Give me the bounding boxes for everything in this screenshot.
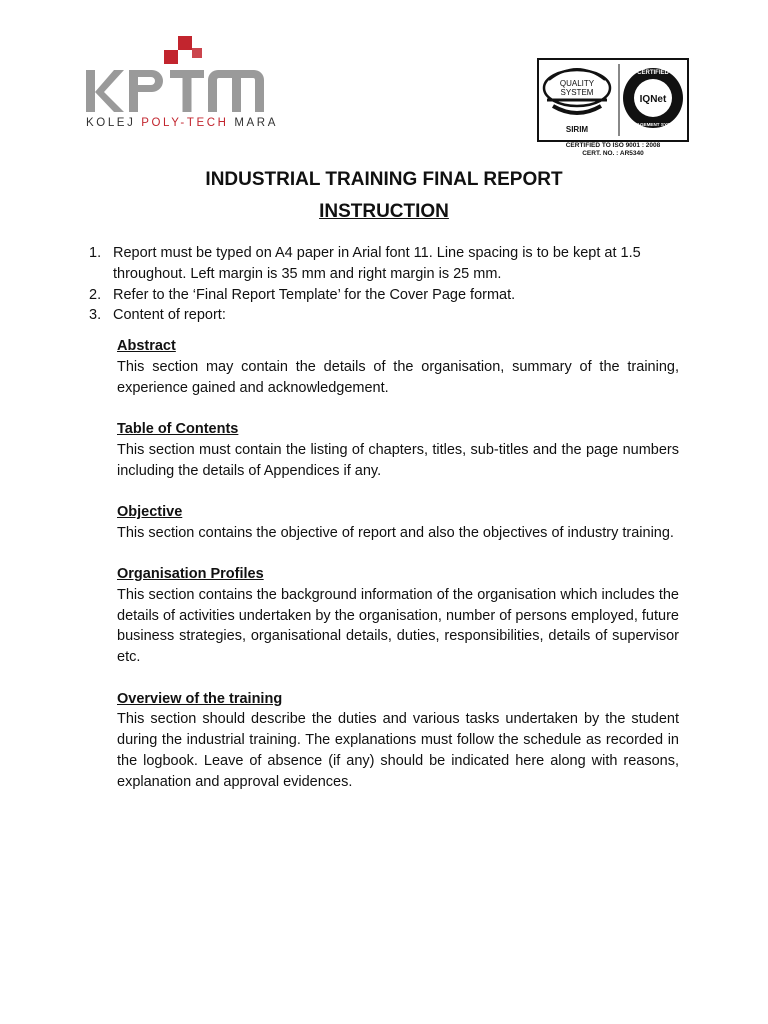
report-title: INDUSTRIAL TRAINING FINAL REPORT <box>205 169 563 190</box>
section-heading: Table of Contents <box>117 421 239 438</box>
ring-bottom-label: MANAGEMENT SYSTEM <box>626 122 680 127</box>
list-item <box>89 305 679 326</box>
section-text: This section may contain the details of the organisation, summary of the training, experience gained and acknowledgement. <box>117 358 679 396</box>
list-text: Content of report: <box>113 307 226 324</box>
list-number: 2. <box>89 286 102 303</box>
ring-top-label: CERTIFIED <box>637 70 669 76</box>
sirim-label: SIRIM <box>565 125 589 134</box>
quality-label-2: SYSTEM <box>560 88 594 97</box>
cert-number-line: CERT. NO. : AR5340 <box>582 150 644 157</box>
list-number: 1. <box>89 245 102 261</box>
certification-caption <box>537 142 689 158</box>
section-text: This section contains the objective of report and also the objectives of industry training. <box>117 524 674 541</box>
list-item <box>89 243 679 285</box>
quality-label-1: QUALITY <box>559 79 595 88</box>
iqnet-label: IQNet <box>639 94 667 105</box>
instructions-body <box>89 243 679 813</box>
list-text: Report must be typed on A4 paper in Arial font 11. Line spacing is to be kept at 1.5 throughout. Left margin is 35 mm and right margin is 25 mm. <box>113 245 641 282</box>
report-sections <box>117 336 679 792</box>
list-number: 3. <box>89 307 102 324</box>
list-text: Refer to the ‘Final Report Template’ for the Cover Page format. <box>113 286 516 303</box>
logo-subtitle: KOLEJ POLY-TECH MARA <box>86 117 278 129</box>
list-item <box>89 285 679 306</box>
section-table-of-contents <box>117 419 679 481</box>
section-heading: Abstract <box>117 338 176 355</box>
iso-cert-line: CERTIFIED TO ISO 9001 : 2008 <box>565 142 661 149</box>
section-overview-of-training <box>117 689 679 793</box>
section-abstract <box>117 336 679 398</box>
section-objective <box>117 502 679 544</box>
section-heading: Organisation Profiles <box>117 566 264 583</box>
certification-badge <box>537 58 689 142</box>
section-text: This section must contain the listing of chapters, titles, sub-titles and the page numbers including the details of Appendices if any. <box>117 441 679 479</box>
instruction-heading: INSTRUCTION <box>319 201 449 222</box>
section-heading: Objective <box>117 503 183 520</box>
section-text: This section should describe the duties and various tasks undertaken by the student during the industrial training. The explanations must follow the schedule as recorded in the logbook. Leave of absence (if any) should be indicated here along with reasons, explanation and approval evidences. <box>117 711 679 790</box>
section-organisation-profiles <box>117 564 679 668</box>
section-heading: Overview of the training <box>117 690 283 707</box>
section-text: This section contains the background information of the organisation which includes the details of activities undertaken by the organisation, number of persons employed, future business strategies, organisational details, duties, responsibilities, details of supervisor etc. <box>117 586 679 666</box>
iso-certification-logos <box>539 60 687 140</box>
instruction-list <box>89 243 679 326</box>
